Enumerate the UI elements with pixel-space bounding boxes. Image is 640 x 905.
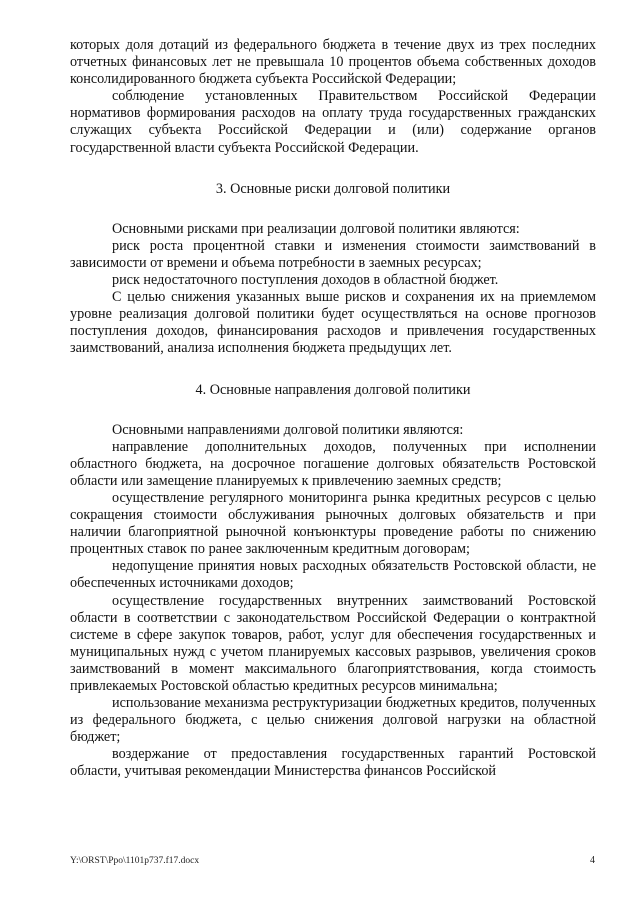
section-3-risk-rate: риск роста процентной ставки и изменения стоимости заимствований в зависимости от времени и объема потребности в заемных ресурсах; — [70, 237, 596, 271]
paragraph-continuation: которых доля дотаций из федерального бюджета в течение двух из трех последних отчетных финансовых лет не превышала 10 процентов объема собственных доходов консолидированного бюджета субъекта Российской Федерации; — [70, 37, 596, 88]
paragraph-salary-norms: соблюдение установленных Правительством Российской Федерации нормативов формирования расходов на оплату труда государственных гражданских служащих субъекта Российской Федерации и (или) содержание органов государственной власти субъекта Российской Федерации. — [70, 88, 596, 156]
document-body — [70, 37, 596, 781]
section-3-heading: 3. Основные риски долговой политики — [215, 180, 451, 197]
section-4-item-additional-revenue: направление дополнительных доходов, полученных при исполнении областного бюджета, на досрочное погашение долговых обязательств Ростовской области или замещение планируемых к привлечению заемных средств; — [70, 438, 596, 489]
section-4-item-borrowing: осуществление государственных внутренних заимствований Ростовской области в соответствии с законодательством Российской Федерации о контрактной системе в сфере закупок товаров, работ, услуг для обеспечения государственных и муниципальных нужд с учетом планируемых кассовых разрывов, увеличения сроков заимствований в момент максимального благоприятствования, когда стоимость привлекаемых Ростовской областью кредитных ресурсов минимальна; — [70, 592, 596, 694]
section-4-item-monitoring: осуществление регулярного мониторинга рынка кредитных ресурсов с целью сокращения стоимости обслуживания рыночных долговых обязательств и при наличии благоприятной рыночной конъюнктуры проведение работы по снижению процентных ставок по ранее заключенным кредитным договорам; — [70, 489, 596, 558]
section-4-item-guarantees: воздержание от предоставления государственных гарантий Ростовской области, учитывая рекомендации Министерства финансов Российской — [70, 746, 596, 780]
section-4-heading: 4. Основные направления долговой политики — [195, 381, 471, 398]
section-3-intro: Основными рисками при реализации долговой политики являются: — [112, 220, 520, 237]
footer-file-path: Y:\ORST\Ppo\1101p737.f17.docx — [70, 856, 200, 866]
section-4-intro: Основными направлениями долговой политики являются: — [112, 421, 464, 438]
section-3-mitigation: С целью снижения указанных выше рисков и сохранения их на приемлемом уровне реализация долговой политики будет осуществляться на основе прогнозов поступления доходов, финансирования расходов и привлечения государственных заимствований, анализа исполнения бюджета предыдущих лет. — [70, 289, 596, 357]
page-number: 4 — [590, 855, 595, 866]
section-4-item-no-new-obligations: недопущение принятия новых расходных обязательств Ростовской области, не обеспеченных источниками доходов; — [70, 558, 596, 592]
section-3-risk-revenue: риск недостаточного поступления доходов в областной бюджет. — [112, 272, 499, 289]
section-4-item-restructuring: использование механизма реструктуризации бюджетных кредитов, полученных из федерального бюджета, с целью снижения долговой нагрузки на областной бюджет; — [70, 695, 596, 746]
